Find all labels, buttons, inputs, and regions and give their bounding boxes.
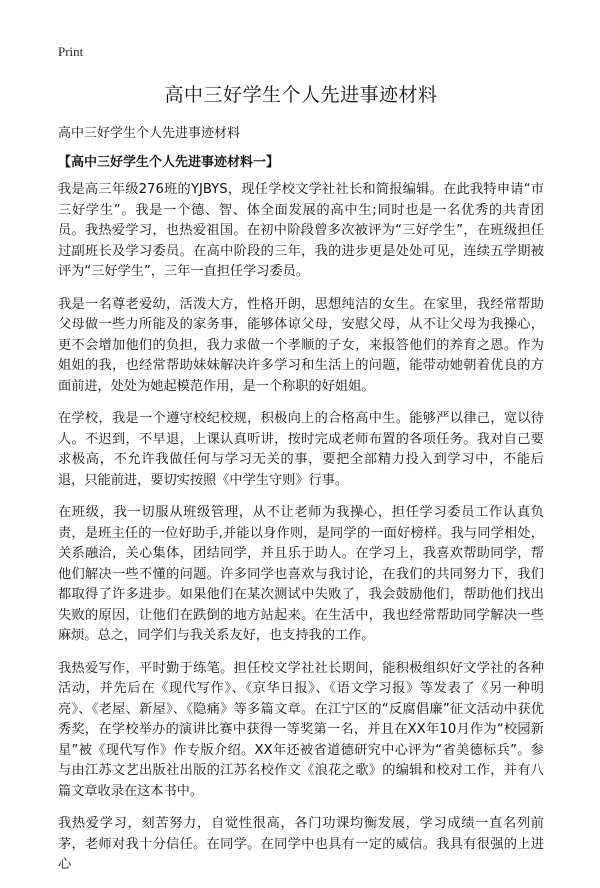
document-title: 高中三好学生个人先进事迹材料 [164,84,438,106]
paragraph: 我热爱学习，刻苦努力，自觉性很高，各门功课均衡发展，学习成绩一直名列前茅，老师对我十分信任。在同学。在同学中也具有一定的威信。我具有很强的上进心 [58,816,544,872]
paragraph: 我热爱写作，平时勤于练笔。担任校文学社社长期间，能积极组织好文学社的各种活动，并先后在《现代写作》、《京华日报》、《语文学习报》等发表了《另一种明亮》、《老屋、新屋》、《隐痛》等多篇文章。在江宁区的“反腐倡廉”征文活动中获优秀奖，在学校举办的演讲比赛中获得一等奖第一名，并且在XX年10月作为“校园新星”被《现代写作》作专版介绍。XX年还被省道德研究中心评为“省美德标兵”。参与由江苏文艺出版社出版的江苏名校作文《浪花之歌》的编辑和校对工作，并有八篇文章收录在这本书中。 [58,660,544,799]
paragraph: 在班级，我一切服从班级管理，从不让老师为我操心，担任学习委员工作认真负责，是班主任的一位好助手,并能以身作则，是同学的一面好榜样。我与同学相处，关系融洽，关心集体，团结同学，并且乐于助人。在学习上，我喜欢帮助同学，帮他们解决一些不懂的问题。许多同学也喜欢与我讨论，在我们的共同努力下，我们都取得了许多进步。如果他们在某次测试中失败了，我会鼓励他们，帮助他们找出失败的原因，让他们在跌倒的地方站起来。在生活中，我也经常帮助同学解决一些麻烦。总之，同学们与我关系友好，也支持我的工作。 [58,505,544,643]
paragraph: 我是一名尊老爱幼，活泼大方，性格开朗，思想纯洁的女生。在家里，我经常帮助父母做一些力所能及的家务事，能够体谅父母，安慰父母，从不让父母为我操心，更不会增加他们的负担，我力求做一个孝顺的子女，来报答他们的养育之恩。作为姐姐的我，也经常帮助妹妹解决许多学习和生活上的问题，能带动她朝着优良的方面前进，处处为她起模范作用，是一个称职的好姐姐。 [58,296,544,394]
print-link[interactable]: Print [58,44,84,59]
document-subtitle: 高中三好学生个人先进事迹材料 [58,126,241,141]
document-body [58,180,544,888]
paragraph: 在学校，我是一个遵守校纪校规，积极向上的合格高中生。能够严以律己，宽以待人。不迟到，不早退，上课认真听讲，按时完成老师布置的各项任务。我对自己要求极高，不允许我做任何与学习无关的事，要把全部精力投入到学习中，不能后退，只能前进，要切实按照《中学生守则》行事。 [58,411,544,488]
section-heading: 【高中三好学生个人先进事迹材料一】 [58,155,280,170]
paragraph: 我是高三年级276班的YJBYS，现任学校文学社社长和简报编辑。在此我特申请“市三好学生”。我是一个德、智、体全面发展的高中生;同时也是一名优秀的共青团员。我热爱学习，也热爱祖国。在初中阶段曾多次被评为“三好学生”，在班级担任过副班长及学习委员。在高中阶段的三年，我的进步更是处处可见，连续五学期被评为“三好学生”，三年一直担任学习委员。 [58,182,544,279]
